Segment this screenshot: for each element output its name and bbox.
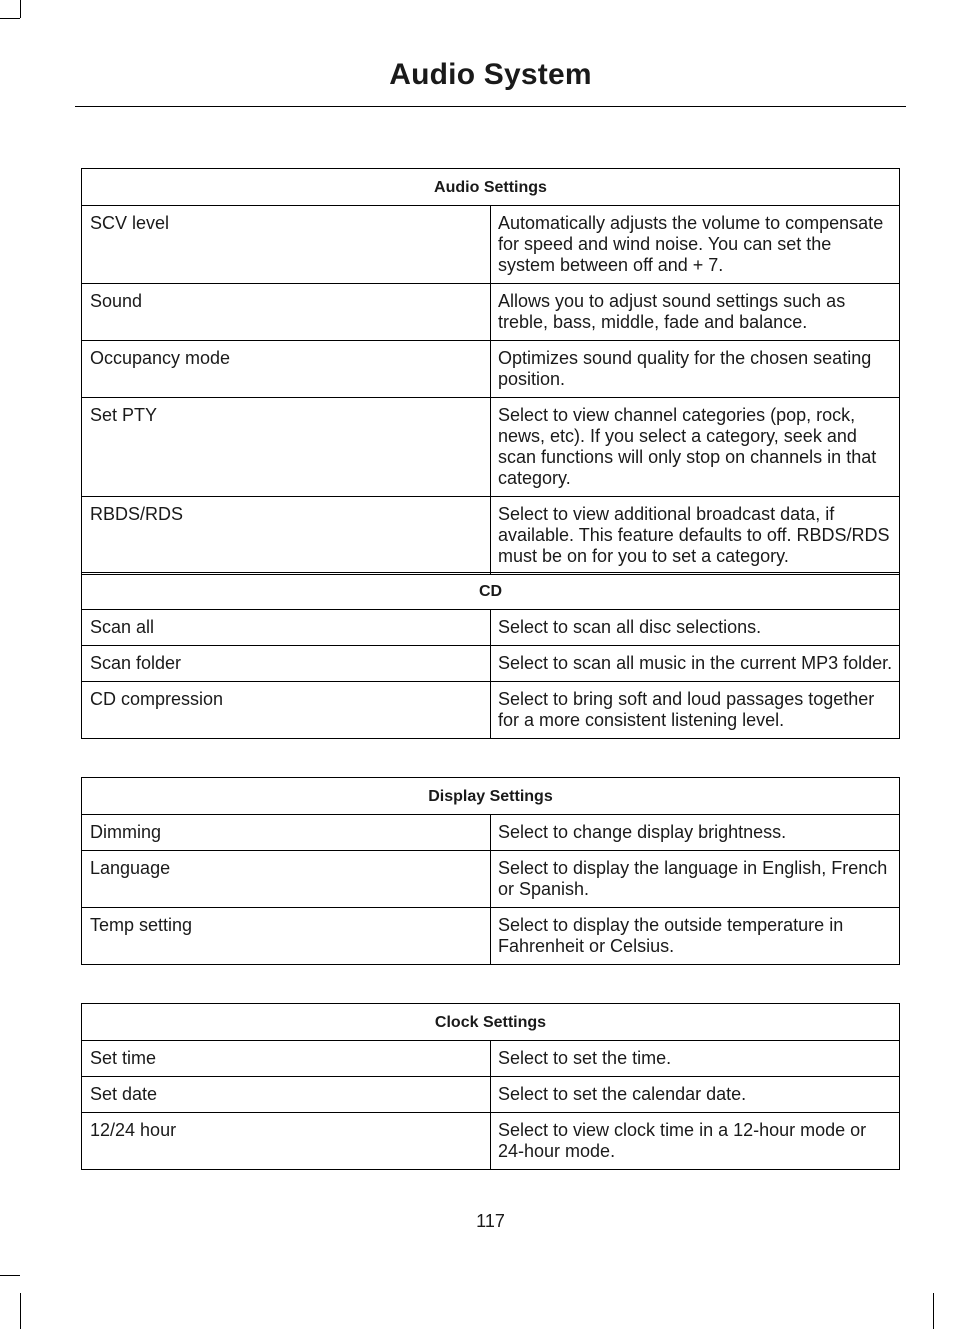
crop-mark-bottom-left	[20, 1293, 21, 1329]
setting-name: Scan folder	[82, 646, 491, 682]
setting-description: Select to change display brightness.	[491, 815, 900, 851]
setting-name: Dimming	[82, 815, 491, 851]
setting-description: Select to bring soft and loud passages together for a more consistent listening level.	[491, 682, 900, 739]
table-row	[82, 815, 900, 851]
table-row	[82, 682, 900, 739]
audio-settings-table	[81, 168, 900, 575]
table-row	[82, 851, 900, 908]
setting-name: Set date	[82, 1077, 491, 1113]
cd-table	[81, 572, 900, 739]
setting-description: Automatically adjusts the volume to compensate for speed and wind noise. You can set the system between off and + 7.	[491, 206, 900, 284]
table-heading: CD	[82, 573, 900, 610]
table-row	[82, 1041, 900, 1077]
setting-description: Optimizes sound quality for the chosen seating position.	[491, 341, 900, 398]
setting-description: Select to view clock time in a 12-hour mode or 24-hour mode.	[491, 1113, 900, 1170]
setting-description: Select to display the outside temperature in Fahrenheit or Celsius.	[491, 908, 900, 965]
setting-name: 12/24 hour	[82, 1113, 491, 1170]
crop-mark-bottom-right	[933, 1293, 934, 1329]
table-row	[82, 398, 900, 497]
setting-description: Select to set the time.	[491, 1041, 900, 1077]
setting-name: Temp setting	[82, 908, 491, 965]
setting-name: Language	[82, 851, 491, 908]
setting-description: Select to scan all music in the current MP3 folder.	[491, 646, 900, 682]
crop-mark-top-left-h	[0, 18, 20, 19]
display-settings-table	[81, 777, 900, 965]
table-heading: Display Settings	[82, 778, 900, 815]
setting-description: Select to view additional broadcast data, if available. This feature defaults to off. RBDS/RDS must be on for you to set a category.	[491, 497, 900, 575]
setting-name: Set time	[82, 1041, 491, 1077]
table-row	[82, 610, 900, 646]
setting-description: Allows you to adjust sound settings such as treble, bass, middle, fade and balance.	[491, 284, 900, 341]
table-row	[82, 284, 900, 341]
table-heading: Audio Settings	[82, 169, 900, 206]
page-title: Audio System	[389, 58, 592, 91]
setting-name: Set PTY	[82, 398, 491, 497]
clock-settings-table	[81, 1003, 900, 1170]
setting-name: Sound	[82, 284, 491, 341]
setting-name: SCV level	[82, 206, 491, 284]
table-row	[82, 1077, 900, 1113]
crop-mark-top-left	[20, 0, 21, 18]
table-heading: Clock Settings	[82, 1004, 900, 1041]
setting-name: Occupancy mode	[82, 341, 491, 398]
setting-description: Select to scan all disc selections.	[491, 610, 900, 646]
table-row	[82, 341, 900, 398]
setting-name: RBDS/RDS	[82, 497, 491, 575]
title-divider	[75, 106, 906, 107]
table-row	[82, 646, 900, 682]
table-row	[82, 206, 900, 284]
setting-name: Scan all	[82, 610, 491, 646]
page-number: 117	[476, 1211, 505, 1231]
crop-mark-bottom-left-h	[0, 1275, 20, 1276]
setting-description: Select to view channel categories (pop, rock, news, etc). If you select a category, seek and scan functions will only stop on channels in that category.	[491, 398, 900, 497]
table-row	[82, 497, 900, 575]
table-row	[82, 1113, 900, 1170]
table-row	[82, 908, 900, 965]
setting-description: Select to set the calendar date.	[491, 1077, 900, 1113]
setting-name: CD compression	[82, 682, 491, 739]
setting-description: Select to display the language in English, French or Spanish.	[491, 851, 900, 908]
